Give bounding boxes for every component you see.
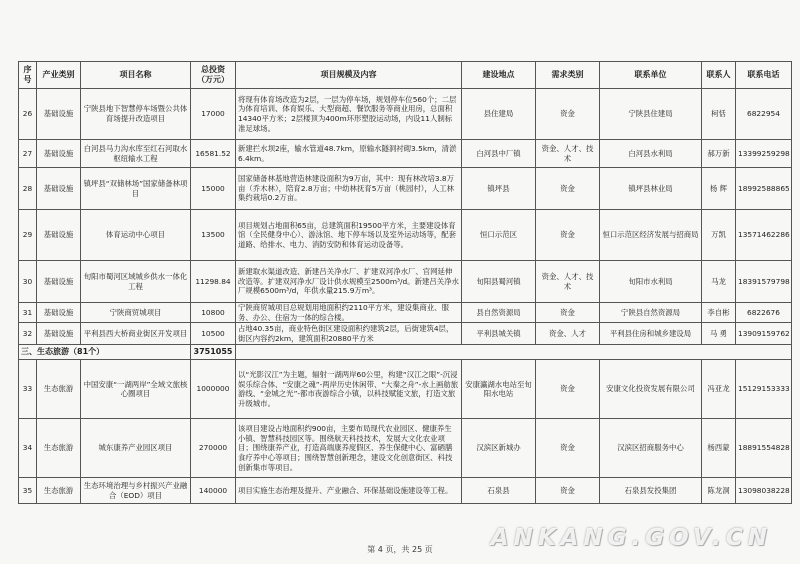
contact-phone: 6822954 <box>736 89 792 140</box>
project-name: 旬阳市蜀河区域城乡供水一体化工程 <box>81 261 191 303</box>
project-content: 将现有体育场改造为2层，一层为停车场，规划停车位560个；二层为体育培训、体育娱乐、大型商超、餐饮服务等商业用房，总面积14340平方米；2层楼顶为400m环形塑胶运动场，内设11人制标准足球场。 <box>236 89 462 140</box>
project-content: 以“光影汉江”为主题，辐射一湖两岸60公里，构建“汉江之眼”-沉浸娱乐综合体、“安康之魂”-两岸历史休闲带、“大秦之舟”-水上画舫旅游线、“金城之光”-都市夜游综合小镇，以科技赋能文旅，打造文旅升级城市。 <box>236 360 462 419</box>
construction-site: 县自然资源局 <box>462 303 536 323</box>
section-row-group <box>19 345 792 360</box>
total-investment: 1000000 <box>191 360 236 419</box>
section-row <box>19 345 792 360</box>
construction-site: 恒口示范区 <box>462 210 536 261</box>
total-investment: 10500 <box>191 323 236 345</box>
industry-category: 基础设施 <box>37 261 81 303</box>
contact-person: 杨 辉 <box>702 168 736 210</box>
construction-site: 旬阳县蜀河镇 <box>462 261 536 303</box>
header-cell: 项目名称 <box>81 62 191 89</box>
contact-person: 万凯 <box>702 210 736 261</box>
row-number: 29 <box>19 210 37 261</box>
construction-site: 平利县城关镇 <box>462 323 536 345</box>
row-number: 33 <box>19 360 37 419</box>
contact-person: 杨西蒙 <box>702 419 736 478</box>
industry-category: 基础设施 <box>37 323 81 345</box>
construction-site: 镇坪县 <box>462 168 536 210</box>
contact-person: 李自彬 <box>702 303 736 323</box>
project-name: 生态环境治理与乡村振兴产业融合（EOD）项目 <box>81 478 191 504</box>
contact-phone: 13399259298 <box>736 140 792 168</box>
total-investment: 140000 <box>191 478 236 504</box>
project-content: 占地40.35亩，商业特色街区建设面积约建筑2层，后街建筑4层，街区内容约2km，建筑面积20880平方米 <box>236 323 462 345</box>
section-empty <box>236 345 792 360</box>
row-number: 27 <box>19 140 37 168</box>
contact-unit: 宁陕县自然资源局 <box>600 303 702 323</box>
contact-unit: 白河县水利局 <box>600 140 702 168</box>
contact-phone: 13909159762 <box>736 323 792 345</box>
table-row <box>19 303 792 323</box>
header-cell: 联系人 <box>702 62 736 89</box>
demand-type: 资金 <box>536 478 600 504</box>
construction-site: 汉滨区新城办 <box>462 419 536 478</box>
industry-category: 生态旅游 <box>37 360 81 419</box>
contact-unit: 石泉县发投集团 <box>600 478 702 504</box>
project-name: 宁陕商贸城项目 <box>81 303 191 323</box>
table-row <box>19 360 792 419</box>
project-table <box>18 61 792 504</box>
site-watermark: ANKANG.GOV.CN <box>490 525 772 551</box>
construction-site: 安康瀛湖水电站至旬阳水电站 <box>462 360 536 419</box>
project-content: 新建拦水坝2座，输水管道48.7km，原输水隧洞衬砌3.5km，清淤6.4km。 <box>236 140 462 168</box>
table-body-infrastructure <box>19 89 792 345</box>
table-row <box>19 478 792 504</box>
contact-unit: 宁陕县住建局 <box>600 89 702 140</box>
project-name: 城东康养产业园区项目 <box>81 419 191 478</box>
project-content: 国家储备林基地营造林建设面积为9万亩，其中：现有林改培3.8万亩（乔木林），陪育2.8万亩；中幼林抚育5万亩（桃园村），人工林集约栽培0.2万亩。 <box>236 168 462 210</box>
row-number: 35 <box>19 478 37 504</box>
project-name: 体育运动中心项目 <box>81 210 191 261</box>
project-content: 项目规划占地面积65亩，总建筑面积19500平方米，主要建设体育馆（全民健身中心）、游泳馆、地下停车场以及室外运动场等，配套道路、给排水、电力、消防安防和体育运动设备等。 <box>236 210 462 261</box>
row-number: 31 <box>19 303 37 323</box>
contact-phone: 13098038228 <box>736 478 792 504</box>
table-row <box>19 168 792 210</box>
table-row <box>19 210 792 261</box>
construction-site: 石泉县 <box>462 478 536 504</box>
industry-category: 基础设施 <box>37 210 81 261</box>
table-row <box>19 323 792 345</box>
page-number: 第 4 页，共 25 页 <box>367 545 433 554</box>
table-row <box>19 261 792 303</box>
contact-phone: 18891554828 <box>736 419 792 478</box>
contact-person: 郝万新 <box>702 140 736 168</box>
industry-category: 基础设施 <box>37 140 81 168</box>
row-number: 32 <box>19 323 37 345</box>
project-name: 宁陕县地下智慧停车场暨公共体育场提升改造项目 <box>81 89 191 140</box>
row-number: 30 <box>19 261 37 303</box>
contact-phone: 6822676 <box>736 303 792 323</box>
total-investment: 17000 <box>191 89 236 140</box>
table-header-row <box>19 62 792 89</box>
contact-phone: 15129153333 <box>736 360 792 419</box>
industry-category: 基础设施 <box>37 168 81 210</box>
contact-phone: 13571462286 <box>736 210 792 261</box>
project-name: 中国安康“一湖两岸”全域文旅核心圈项目 <box>81 360 191 419</box>
section-label: 三、生态旅游（81个） <box>19 345 191 360</box>
industry-category: 基础设施 <box>37 89 81 140</box>
demand-type: 资金、人才、技术 <box>536 261 600 303</box>
project-content: 项目实施生态治理及提升、产业融合、环保基础设施建设等工程。 <box>236 478 462 504</box>
construction-site: 县住建局 <box>462 89 536 140</box>
industry-category: 生态旅游 <box>37 478 81 504</box>
demand-type: 资金 <box>536 210 600 261</box>
contact-unit: 安康文化投资发展有限公司 <box>600 360 702 419</box>
table-row <box>19 140 792 168</box>
contact-unit: 旬阳市水利局 <box>600 261 702 303</box>
header-cell: 总投资 （万元） <box>191 62 236 89</box>
demand-type: 资金、人才 <box>536 323 600 345</box>
header-cell: 需求类别 <box>536 62 600 89</box>
contact-unit: 镇坪县林业局 <box>600 168 702 210</box>
demand-type: 资金 <box>536 360 600 419</box>
total-investment: 16581.52 <box>191 140 236 168</box>
contact-person: 冯亚龙 <box>702 360 736 419</box>
project-content: 新建取水渠道改造、新建吕关净水厂、扩建双河净水厂、官网延伸改造等。扩建双河净水厂设计供水规模至2500m³/d。新建吕关净水厂规模6500m³/d，年供水量215.9万m³。 <box>236 261 462 303</box>
table-row <box>19 419 792 478</box>
total-investment: 270000 <box>191 419 236 478</box>
project-name: 镇坪县“双储林场”国家储备林项目 <box>81 168 191 210</box>
row-number: 26 <box>19 89 37 140</box>
header-cell: 序号 <box>19 62 37 89</box>
section-total: 3751055 <box>191 345 236 360</box>
contact-phone: 18992588865 <box>736 168 792 210</box>
contact-unit: 平利县住房和城乡建设局 <box>600 323 702 345</box>
header-cell: 建设地点 <box>462 62 536 89</box>
table-body-eco-tourism <box>19 360 792 504</box>
header-cell: 项目规模及内容 <box>236 62 462 89</box>
demand-type: 资金 <box>536 168 600 210</box>
demand-type: 资金 <box>536 89 600 140</box>
construction-site: 白河县中厂镇 <box>462 140 536 168</box>
contact-phone: 18391579798 <box>736 261 792 303</box>
industry-category: 基础设施 <box>37 303 81 323</box>
demand-type: 资金 <box>536 419 600 478</box>
header-cell: 联系电话 <box>736 62 792 89</box>
contact-person: 马龙 <box>702 261 736 303</box>
industry-category: 生态旅游 <box>37 419 81 478</box>
contact-unit: 汉滨区招商服务中心 <box>600 419 702 478</box>
header-cell: 产业类别 <box>37 62 81 89</box>
demand-type: 资金 <box>536 303 600 323</box>
project-name: 白河县马力沟水库至红石河取水枢纽输水工程 <box>81 140 191 168</box>
contact-person: 柯恬 <box>702 89 736 140</box>
total-investment: 15000 <box>191 168 236 210</box>
row-number: 28 <box>19 168 37 210</box>
contact-person: 马 勇 <box>702 323 736 345</box>
total-investment: 11298.84 <box>191 261 236 303</box>
row-number: 34 <box>19 419 37 478</box>
table-row <box>19 89 792 140</box>
total-investment: 13500 <box>191 210 236 261</box>
contact-person: 陈龙洞 <box>702 478 736 504</box>
demand-type: 资金、人才、技术 <box>536 140 600 168</box>
header-cell: 联系单位 <box>600 62 702 89</box>
project-content: 该项目建设占地面积约900亩，主要布局现代农业园区、健康养生小镇、智慧科技园区等。围绕航天科技技术，发展大文化农业项目；围绕康养产业，打造高端康养度假区、养生保健中心、富硒膳食疗养中心等项目；围绕智慧创新理念，建设文化创意街区、科技创新集市等项目。 <box>236 419 462 478</box>
project-content: 宁陕商贸城项目总规划用地面积约2110平方米，建设集商业、服务、办公、住宿为一体的综合楼。 <box>236 303 462 323</box>
total-investment: 10800 <box>191 303 236 323</box>
contact-unit: 恒口示范区经济发展与招商局 <box>600 210 702 261</box>
project-name: 平利县西大桥商业街区开发项目 <box>81 323 191 345</box>
